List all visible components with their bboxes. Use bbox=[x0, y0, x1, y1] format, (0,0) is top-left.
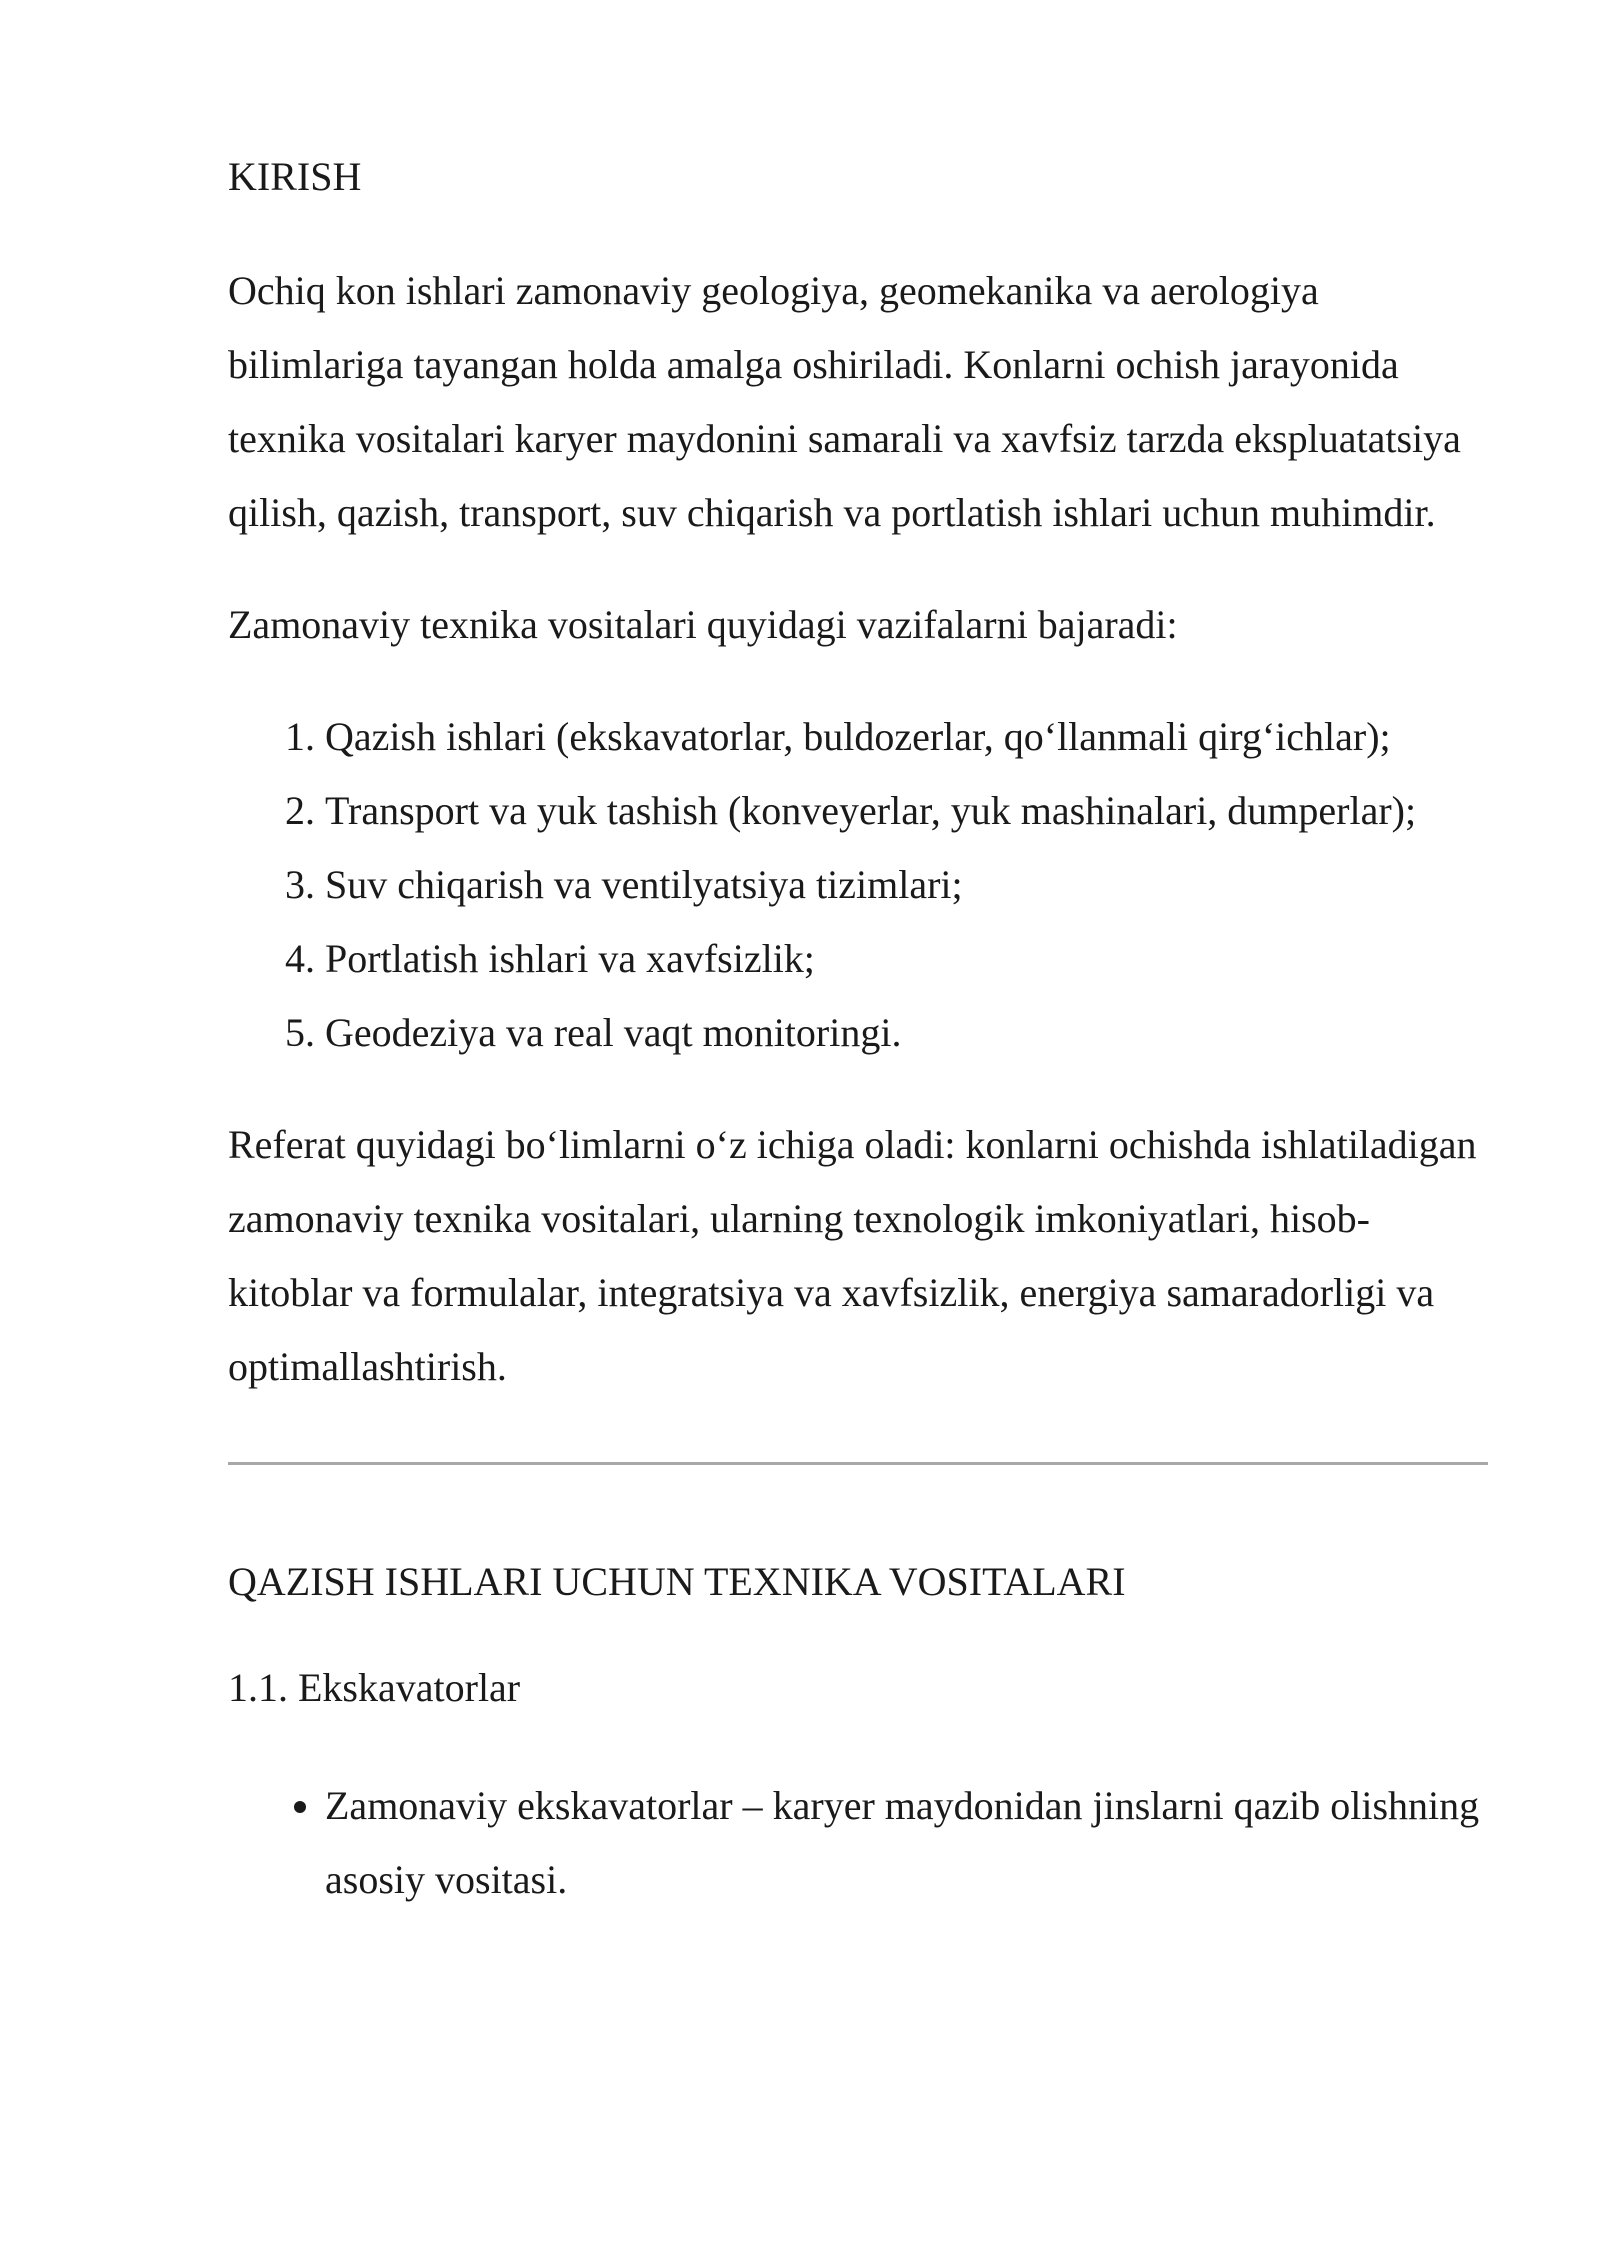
list-item: • Zamonaviy ekskavatorlar – karyer maydonidan jinslarni qazib olishning asosiy vositasi. bbox=[325, 1769, 1488, 1917]
section-title-qazish: QAZISH ISHLARI UCHUN TEXNIKA VOSITALARI bbox=[228, 1559, 1126, 1604]
subsection-title-ekskavatorlar: 1.1. Ekskavatorlar bbox=[228, 1665, 521, 1710]
document-page bbox=[228, 148, 1488, 1917]
section-title-kirish: KIRISH bbox=[228, 154, 362, 199]
list-item: 4. Portlatish ishlari va xavfsizlik; bbox=[325, 922, 1488, 996]
horizontal-divider bbox=[228, 1462, 1488, 1465]
list-item: 2. Transport va yuk tashish (konveyerlar, yuk mashinalari, dumperlar); bbox=[325, 774, 1488, 848]
intro-paragraph: Ochiq kon ishlari zamonaviy geologiya, geomekanika va aerologiya bilimlariga tayangan holda amalga oshiriladi. Konlarni ochish jarayonida texnika vositalari karyer maydonini samarali va xavfsiz tarzda ekspluatatsiya qilish, qazish, transport, suv chiqarish va portlatish ishlari uchun muhimdir. bbox=[228, 268, 1461, 535]
contents-paragraph: Referat quyidagi bo‘limlarni o‘z ichiga oladi: konlarni ochishda ishlatiladigan zamonaviy texnika vositalari, ularning texnologik imkoniyatlari, hisob-kitoblar va formulalar, integratsiya va xavfsizlik, energiya samaradorligi va optimallashtirish. bbox=[228, 1122, 1477, 1389]
tasks-numbered-list bbox=[228, 700, 1488, 1070]
list-item: 3. Suv chiqarish va ventilyatsiya tizimlari; bbox=[325, 848, 1488, 922]
list-item: 5. Geodeziya va real vaqt monitoringi. bbox=[325, 996, 1488, 1070]
list-item: 1. Qazish ishlari (ekskavatorlar, buldozerlar, qo‘llanmali qirg‘ichlar); bbox=[325, 700, 1488, 774]
ekskavatorlar-bullet-list bbox=[228, 1769, 1488, 1917]
tasks-intro-paragraph: Zamonaviy texnika vositalari quyidagi vazifalarni bajaradi: bbox=[228, 602, 1178, 647]
